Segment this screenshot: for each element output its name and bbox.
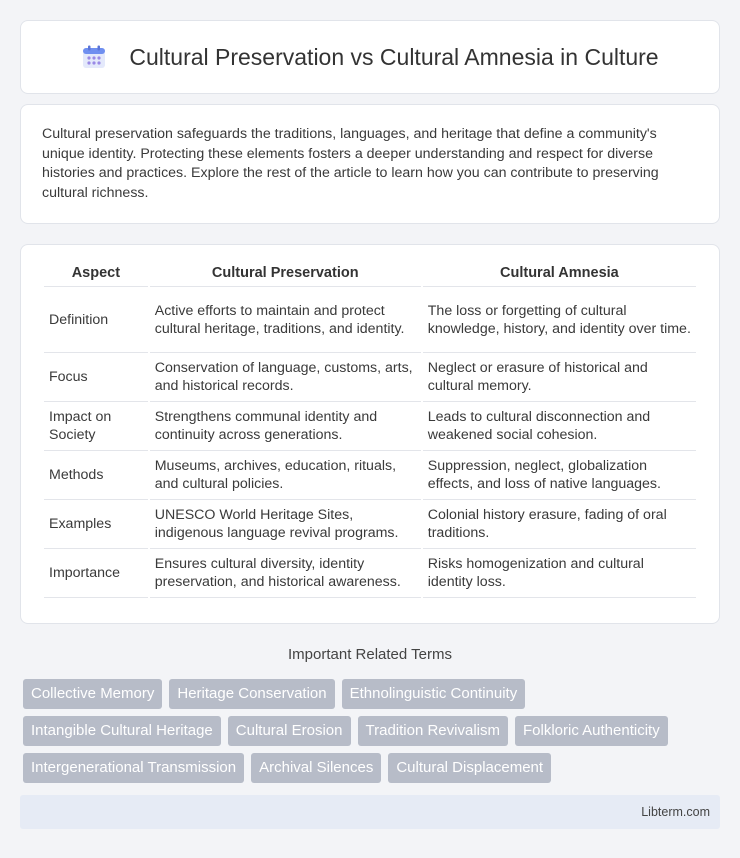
aspect-cell: Definition	[44, 287, 148, 353]
table-row	[44, 500, 696, 549]
preservation-cell: Active efforts to maintain and protect cultural heritage, traditions, and identity.	[150, 287, 421, 353]
related-term-tag[interactable]: Folkloric Authenticity	[515, 716, 668, 746]
amnesia-cell: Colonial history erasure, fading of oral traditions.	[423, 500, 696, 549]
calendar-icon	[81, 44, 107, 70]
aspect-cell: Importance	[44, 549, 148, 598]
amnesia-cell: Leads to cultural disconnection and weakened social cohesion.	[423, 402, 696, 451]
table-row	[44, 402, 696, 451]
related-term-tag[interactable]: Tradition Revivalism	[358, 716, 508, 746]
intro-paragraph: Cultural preservation safeguards the traditions, languages, and heritage that define a community's unique identity. Protecting these elements fosters a deeper understanding and respect for diverse histories and practices. Explore the rest of the article to learn how you can contribute to preserving cultural richness.	[42, 126, 659, 201]
preservation-cell: UNESCO World Heritage Sites, indigenous language revival programs.	[150, 500, 421, 549]
preservation-cell: Strengthens communal identity and continuity across generations.	[150, 402, 421, 451]
footer-site-link[interactable]: Libterm.com	[641, 805, 710, 819]
related-term-tag[interactable]: Intangible Cultural Heritage	[23, 716, 221, 746]
preservation-cell: Conservation of language, customs, arts, and historical records.	[150, 353, 421, 402]
related-term-tag[interactable]: Intergenerational Transmission	[23, 753, 244, 783]
table-header-row	[44, 263, 696, 287]
title-card	[20, 20, 720, 94]
amnesia-cell: The loss or forgetting of cultural knowledge, history, and identity over time.	[423, 287, 696, 353]
page-title: Cultural Preservation vs Cultural Amnesia in Culture	[129, 43, 659, 70]
table-row	[44, 549, 696, 598]
amnesia-cell: Suppression, neglect, globalization effects, and loss of native languages.	[423, 451, 696, 500]
aspect-cell: Examples	[44, 500, 148, 549]
comparison-table	[42, 263, 698, 598]
comparison-table-card	[20, 244, 720, 624]
preservation-cell: Ensures cultural diversity, identity preservation, and historical awareness.	[150, 549, 421, 598]
preservation-cell: Museums, archives, education, rituals, and cultural policies.	[150, 451, 421, 500]
amnesia-cell: Neglect or erasure of historical and cultural memory.	[423, 353, 696, 402]
related-terms-heading: Important Related Terms	[288, 646, 452, 663]
related-term-tag[interactable]: Ethnolinguistic Continuity	[342, 679, 526, 709]
table-row	[44, 353, 696, 402]
related-term-tag[interactable]: Heritage Conservation	[169, 679, 334, 709]
amnesia-cell: Risks homogenization and cultural identity loss.	[423, 549, 696, 598]
aspect-cell: Methods	[44, 451, 148, 500]
table-row	[44, 287, 696, 353]
header-aspect: Aspect	[44, 263, 148, 287]
related-term-tag[interactable]: Archival Silences	[251, 753, 381, 783]
header-cultural-amnesia: Cultural Amnesia	[423, 263, 696, 287]
intro-card	[20, 104, 720, 224]
aspect-cell: Impact on Society	[44, 402, 148, 451]
related-term-tag[interactable]: Cultural Displacement	[388, 753, 551, 783]
related-term-tag[interactable]: Cultural Erosion	[228, 716, 351, 746]
footer	[20, 795, 720, 829]
aspect-cell: Focus	[44, 353, 148, 402]
table-row	[44, 451, 696, 500]
related-term-tag[interactable]: Collective Memory	[23, 679, 162, 709]
related-terms-list	[23, 679, 723, 790]
header-cultural-preservation: Cultural Preservation	[150, 263, 421, 287]
